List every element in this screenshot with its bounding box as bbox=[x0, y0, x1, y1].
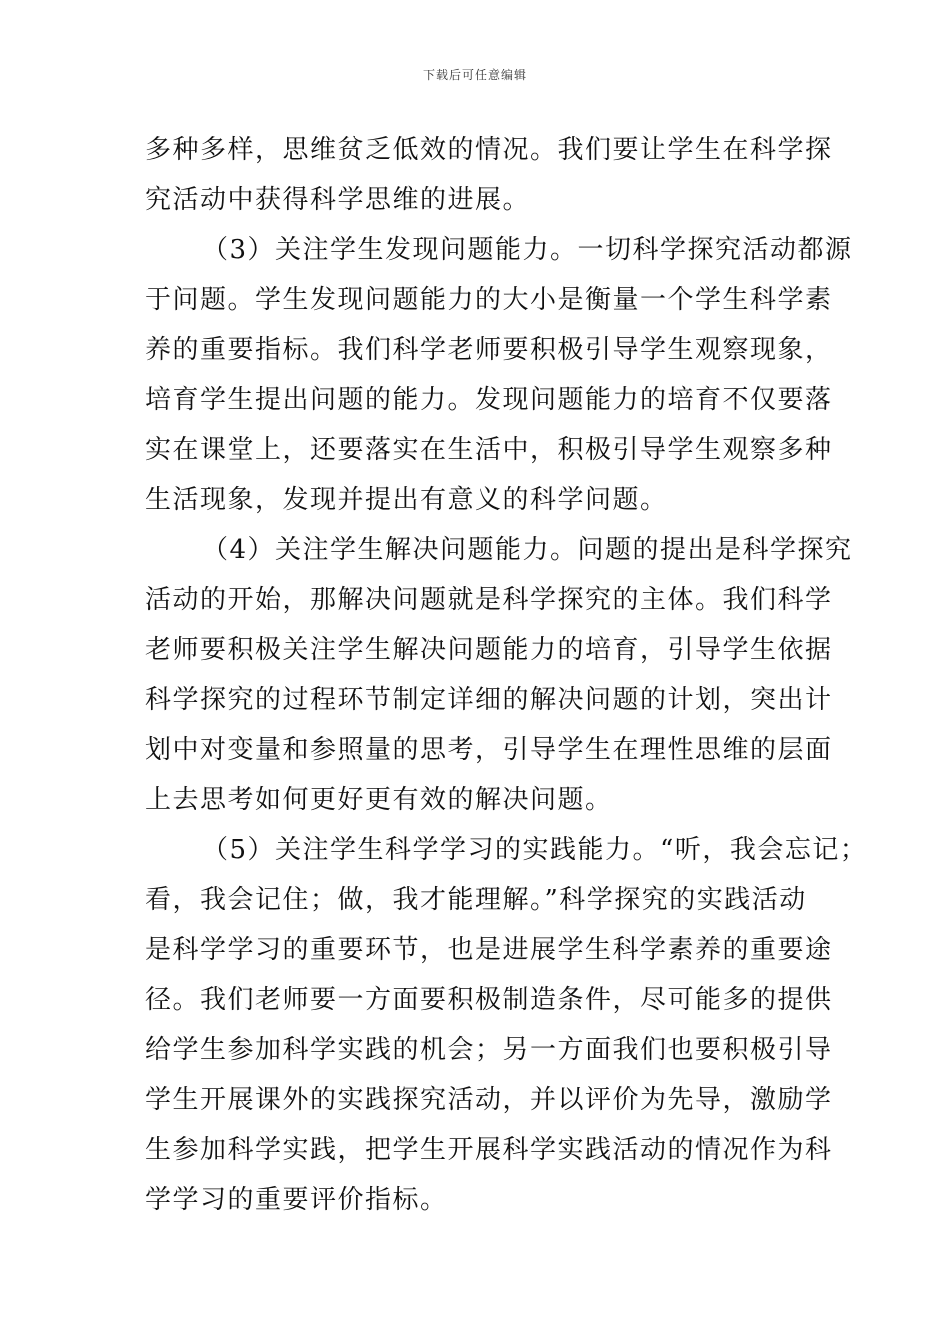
body-line: 生活现象，发现并提出有意义的科学问题。 bbox=[145, 485, 668, 515]
body-line: 是科学学习的重要环节，也是进展学生科学素养的重要途 bbox=[145, 935, 833, 965]
body-line: 老师要积极关注学生解决问题能力的培育，引导学生依据 bbox=[145, 635, 833, 665]
body-line: 于问题。学生发现问题能力的大小是衡量一个学生科学素 bbox=[145, 285, 833, 315]
body-line: 划中对变量和参照量的思考，引导学生在理性思维的层面 bbox=[145, 735, 833, 765]
body-line: 看，我会记住；做，我才能理解。”科学探究的实践活动 bbox=[145, 885, 807, 915]
header-note: 下载后可任意编辑 bbox=[422, 68, 527, 82]
paragraph-5-start: （5）关注学生科学学习的实践能力。“听，我会忘记； bbox=[202, 835, 868, 865]
body-line: 给学生参加科学实践的机会；另一方面我们也要积极引导 bbox=[145, 1035, 833, 1065]
body-line: 生参加科学实践，把学生开展科学实践活动的情况作为科 bbox=[145, 1135, 833, 1165]
body-line: 学生开展课外的实践探究活动，并以评价为先导，激励学 bbox=[145, 1085, 833, 1115]
body-line: 活动的开始，那解决问题就是科学探究的主体。我们科学 bbox=[145, 585, 833, 615]
body-line: 养的重要指标。我们科学老师要积极引导学生观察现象， bbox=[145, 335, 833, 365]
body-line: 学学习的重要评价指标。 bbox=[145, 1185, 448, 1215]
body-line: 径。我们老师要一方面要积极制造条件，尽可能多的提供 bbox=[145, 985, 833, 1015]
body-line: 多种多样，思维贫乏低效的情况。我们要让学生在科学探 bbox=[145, 135, 833, 165]
body-line: 科学探究的过程环节制定详细的解决问题的计划，突出计 bbox=[145, 685, 833, 715]
body-line: 培育学生提出问题的能力。发现问题能力的培育不仅要落 bbox=[145, 385, 833, 415]
body-line: 实在课堂上，还要落实在生活中，积极引导学生观察多种 bbox=[145, 435, 833, 465]
paragraph-3-start: （3）关注学生发现问题能力。一切科学探究活动都源 bbox=[202, 235, 853, 265]
body-line: 上去思考如何更好更有效的解决问题。 bbox=[145, 785, 613, 815]
body-line: 究活动中获得科学思维的进展。 bbox=[145, 185, 531, 215]
paragraph-4-start: （4）关注学生解决问题能力。问题的提出是科学探究 bbox=[202, 535, 853, 565]
